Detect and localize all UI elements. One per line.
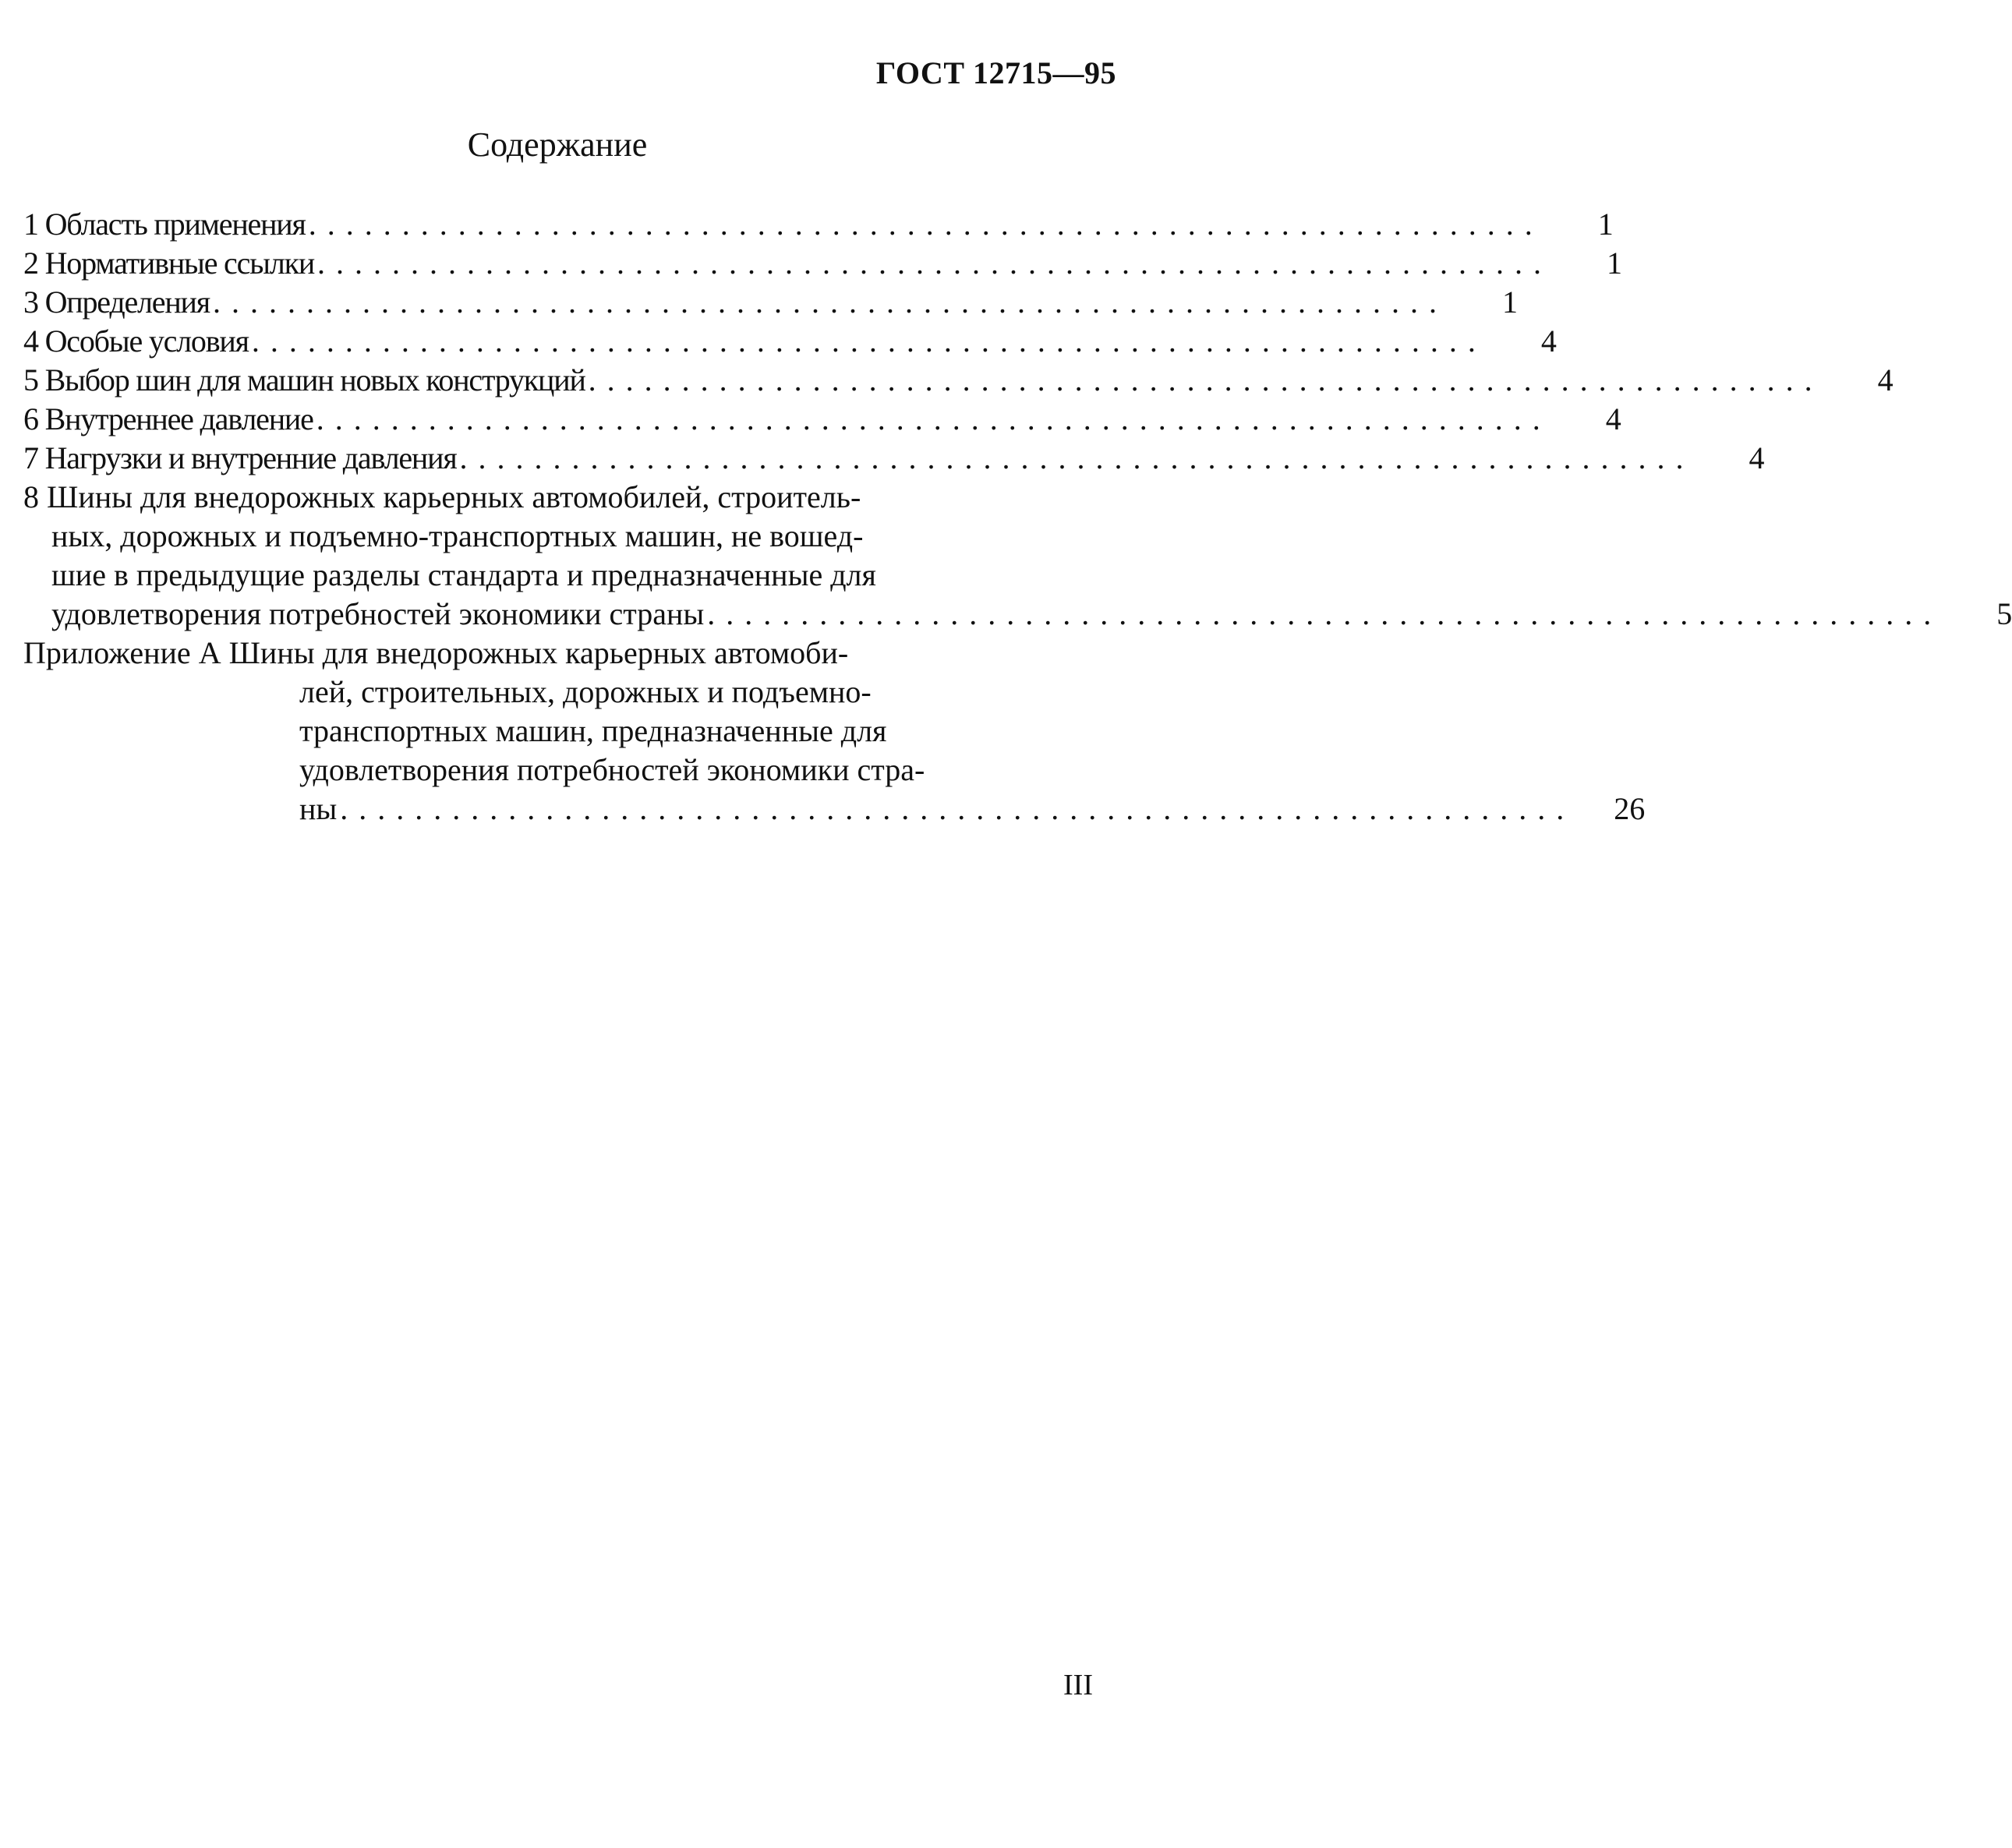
toc-leader-dots: .................................................................. bbox=[707, 596, 1943, 631]
toc-entry-page: 4 bbox=[1749, 440, 1765, 475]
toc-entry-page: 4 bbox=[1877, 362, 1894, 398]
toc-entry-line: ны bbox=[299, 791, 338, 826]
toc-entry-line: удовлетворения потребностей экономики стра- bbox=[299, 752, 925, 787]
toc-entry-8[interactable] bbox=[23, 478, 2012, 634]
toc-entry-3[interactable] bbox=[23, 283, 1518, 322]
toc-entry-line: удовлетворения потребностей экономики страны bbox=[51, 596, 705, 631]
toc-entry-appendix-a[interactable] bbox=[23, 634, 1646, 829]
toc-entry-label: 6 Внутреннее давление bbox=[23, 401, 313, 436]
toc-entry-last-row bbox=[23, 595, 2012, 634]
toc-entry-label: 1 Область применения bbox=[23, 207, 306, 242]
toc-entry-page: 1 bbox=[1607, 246, 1623, 281]
toc-entry-line: ных, дорожных и подъемно-транспортных машин, не вошед- bbox=[51, 518, 864, 553]
toc-leader-dots: .................................................................. bbox=[317, 246, 1553, 281]
toc-leader-dots: .................................................................. bbox=[588, 362, 1823, 398]
toc-entry-line: транспортных машин, предназначенные для bbox=[299, 713, 887, 748]
toc-leader-dots: .................................................................. bbox=[316, 401, 1551, 436]
toc-entry-line: шие в предыдущие разделы стандарта и предназначенные для bbox=[51, 557, 876, 592]
toc-entry-label: 2 Нормативные ссылки bbox=[23, 246, 315, 281]
toc-entry-page: 1 bbox=[1597, 207, 1614, 242]
toc-entry-page: 1 bbox=[1501, 284, 1518, 320]
page-title: Содержание bbox=[467, 125, 648, 164]
toc-leader-dots: .................................................................. bbox=[212, 284, 1448, 320]
document-code: ГОСТ 12715—95 bbox=[875, 55, 1116, 90]
toc-entry-page: 4 bbox=[1605, 401, 1621, 436]
toc-entry-label: 3 Определения bbox=[23, 284, 210, 320]
toc-entry-5[interactable] bbox=[23, 361, 1894, 400]
page-number: III bbox=[1063, 1669, 1093, 1701]
toc-leader-dots: .................................................................. bbox=[459, 440, 1695, 475]
toc-entry-last-row bbox=[23, 790, 1646, 829]
toc-entry-2[interactable] bbox=[23, 244, 1623, 283]
table-of-contents bbox=[23, 205, 2012, 829]
toc-entry-label: 7 Нагрузки и внутренние давления bbox=[23, 440, 457, 475]
toc-entry-1[interactable] bbox=[23, 205, 1614, 244]
toc-entry-line: 8 Шины для внедорожных карьерных автомобилей, строитель- bbox=[23, 479, 861, 514]
toc-leader-dots: .................................................................. bbox=[340, 791, 1575, 826]
toc-entry-4[interactable] bbox=[23, 322, 1557, 361]
toc-entry-7[interactable] bbox=[23, 439, 1765, 478]
toc-leader-dots: .................................................................. bbox=[251, 323, 1487, 359]
toc-entry-page: 5 bbox=[1996, 596, 2012, 631]
toc-entry-label: 4 Особые условия bbox=[23, 323, 249, 359]
toc-entry-line: Приложение А Шины для внедорожных карьерных автомоби- bbox=[23, 635, 849, 670]
toc-entry-page: 4 bbox=[1540, 323, 1557, 359]
toc-entry-6[interactable] bbox=[23, 400, 1621, 439]
toc-entry-line: лей, строительных, дорожных и подъемно- bbox=[299, 674, 872, 709]
toc-leader-dots: .................................................................. bbox=[308, 207, 1543, 242]
toc-entry-label: 5 Выбор шин для машин новых конструкций bbox=[23, 362, 585, 398]
toc-entry-page: 26 bbox=[1614, 791, 1646, 826]
